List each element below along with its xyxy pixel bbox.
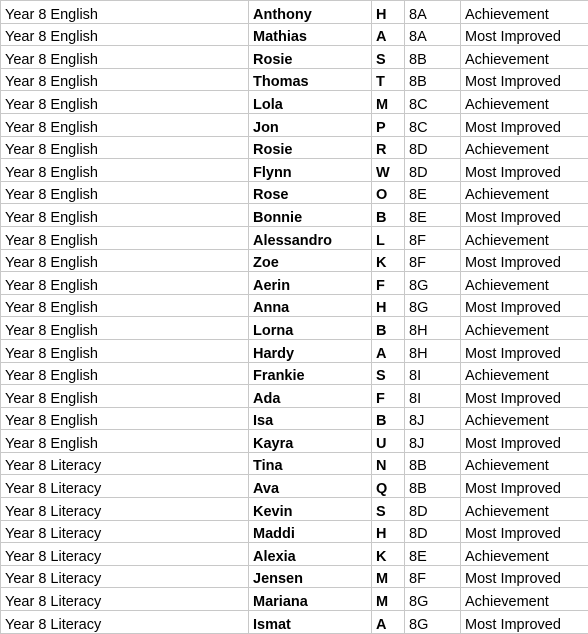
- initial-cell[interactable]: M: [372, 588, 405, 611]
- class-cell[interactable]: 8I: [405, 385, 461, 408]
- table-row: [1, 317, 588, 340]
- class-cell[interactable]: 8H: [405, 339, 461, 362]
- subject-cell[interactable]: Year 8 Literacy: [1, 543, 249, 566]
- subject-cell[interactable]: Year 8 Literacy: [1, 588, 249, 611]
- name-cell[interactable]: Thomas: [249, 68, 372, 91]
- subject-cell[interactable]: Year 8 English: [1, 159, 249, 182]
- class-cell[interactable]: 8B: [405, 475, 461, 498]
- award-cell[interactable]: Achievement: [461, 46, 588, 69]
- table-row: [1, 385, 588, 408]
- award-cell[interactable]: Most Improved: [461, 611, 588, 634]
- class-cell[interactable]: 8E: [405, 543, 461, 566]
- initial-cell[interactable]: F: [372, 385, 405, 408]
- table-row: [1, 272, 588, 295]
- table-row: [1, 588, 588, 611]
- award-cell[interactable]: Achievement: [461, 407, 588, 430]
- subject-cell[interactable]: Year 8 English: [1, 294, 249, 317]
- subject-cell[interactable]: Year 8 English: [1, 1, 249, 24]
- table-row: [1, 611, 588, 634]
- class-cell[interactable]: 8C: [405, 91, 461, 114]
- initial-cell[interactable]: A: [372, 339, 405, 362]
- award-cell[interactable]: Most Improved: [461, 204, 588, 227]
- award-cell[interactable]: Most Improved: [461, 68, 588, 91]
- name-cell[interactable]: Zoe: [249, 249, 372, 272]
- initial-cell[interactable]: S: [372, 46, 405, 69]
- name-cell[interactable]: Hardy: [249, 339, 372, 362]
- table-row: [1, 249, 588, 272]
- award-cell[interactable]: Achievement: [461, 91, 588, 114]
- class-cell[interactable]: 8E: [405, 181, 461, 204]
- name-cell[interactable]: Rosie: [249, 136, 372, 159]
- award-cell[interactable]: Most Improved: [461, 159, 588, 182]
- initial-cell[interactable]: W: [372, 159, 405, 182]
- award-cell[interactable]: Most Improved: [461, 385, 588, 408]
- class-cell[interactable]: 8D: [405, 498, 461, 521]
- award-cell[interactable]: Most Improved: [461, 475, 588, 498]
- initial-cell[interactable]: A: [372, 611, 405, 634]
- subject-cell[interactable]: Year 8 English: [1, 23, 249, 46]
- name-cell[interactable]: Lorna: [249, 317, 372, 340]
- table-row: [1, 339, 588, 362]
- name-cell[interactable]: Alessandro: [249, 226, 372, 249]
- award-cell[interactable]: Achievement: [461, 543, 588, 566]
- subject-cell[interactable]: Year 8 English: [1, 204, 249, 227]
- initial-cell[interactable]: S: [372, 498, 405, 521]
- class-cell[interactable]: 8G: [405, 588, 461, 611]
- name-cell[interactable]: Kevin: [249, 498, 372, 521]
- initial-cell[interactable]: L: [372, 226, 405, 249]
- table-row: [1, 430, 588, 453]
- name-cell[interactable]: Aerin: [249, 272, 372, 295]
- subject-cell[interactable]: Year 8 English: [1, 181, 249, 204]
- award-cell[interactable]: Achievement: [461, 136, 588, 159]
- initial-cell[interactable]: H: [372, 1, 405, 24]
- name-cell[interactable]: Frankie: [249, 362, 372, 385]
- award-cell[interactable]: Most Improved: [461, 339, 588, 362]
- subject-cell[interactable]: Year 8 Literacy: [1, 475, 249, 498]
- subject-cell[interactable]: Year 8 English: [1, 68, 249, 91]
- table-row: [1, 136, 588, 159]
- subject-cell[interactable]: Year 8 English: [1, 385, 249, 408]
- subject-cell[interactable]: Year 8 English: [1, 430, 249, 453]
- name-cell[interactable]: Alexia: [249, 543, 372, 566]
- class-cell[interactable]: 8B: [405, 452, 461, 475]
- table-row: [1, 204, 588, 227]
- table-row: [1, 362, 588, 385]
- subject-cell[interactable]: Year 8 English: [1, 317, 249, 340]
- table-row: [1, 294, 588, 317]
- initial-cell[interactable]: K: [372, 543, 405, 566]
- award-cell[interactable]: Achievement: [461, 588, 588, 611]
- class-cell[interactable]: 8D: [405, 520, 461, 543]
- table-body: [1, 1, 588, 634]
- name-cell[interactable]: Jensen: [249, 565, 372, 588]
- award-cell[interactable]: Achievement: [461, 362, 588, 385]
- subject-cell[interactable]: Year 8 English: [1, 249, 249, 272]
- subject-cell[interactable]: Year 8 English: [1, 46, 249, 69]
- subject-cell[interactable]: Year 8 English: [1, 407, 249, 430]
- name-cell[interactable]: Maddi: [249, 520, 372, 543]
- award-cell[interactable]: Achievement: [461, 181, 588, 204]
- name-cell[interactable]: Ava: [249, 475, 372, 498]
- table-row: [1, 520, 588, 543]
- table-row: [1, 23, 588, 46]
- name-cell[interactable]: Kayra: [249, 430, 372, 453]
- subject-cell[interactable]: Year 8 English: [1, 272, 249, 295]
- award-cell[interactable]: Achievement: [461, 317, 588, 340]
- award-cell[interactable]: Most Improved: [461, 23, 588, 46]
- table-row: [1, 46, 588, 69]
- table-row: [1, 159, 588, 182]
- table-row: [1, 113, 588, 136]
- initial-cell[interactable]: U: [372, 430, 405, 453]
- class-cell[interactable]: 8G: [405, 272, 461, 295]
- subject-cell[interactable]: Year 8 English: [1, 339, 249, 362]
- subject-cell[interactable]: Year 8 Literacy: [1, 498, 249, 521]
- name-cell[interactable]: Ada: [249, 385, 372, 408]
- subject-cell[interactable]: Year 8 English: [1, 226, 249, 249]
- subject-cell[interactable]: Year 8 Literacy: [1, 611, 249, 634]
- name-cell[interactable]: Anna: [249, 294, 372, 317]
- class-cell[interactable]: 8A: [405, 23, 461, 46]
- award-cell[interactable]: Achievement: [461, 272, 588, 295]
- table-row: [1, 68, 588, 91]
- initial-cell[interactable]: B: [372, 407, 405, 430]
- initial-cell[interactable]: M: [372, 91, 405, 114]
- class-cell[interactable]: 8D: [405, 136, 461, 159]
- class-cell[interactable]: 8E: [405, 204, 461, 227]
- name-cell[interactable]: Lola: [249, 91, 372, 114]
- award-cell[interactable]: Most Improved: [461, 565, 588, 588]
- initial-cell[interactable]: H: [372, 520, 405, 543]
- name-cell[interactable]: Flynn: [249, 159, 372, 182]
- table-row: [1, 543, 588, 566]
- subject-cell[interactable]: Year 8 Literacy: [1, 452, 249, 475]
- initial-cell[interactable]: P: [372, 113, 405, 136]
- initial-cell[interactable]: Q: [372, 475, 405, 498]
- award-cell[interactable]: Most Improved: [461, 113, 588, 136]
- class-cell[interactable]: 8D: [405, 159, 461, 182]
- name-cell[interactable]: Mathias: [249, 23, 372, 46]
- subject-cell[interactable]: Year 8 Literacy: [1, 520, 249, 543]
- initial-cell[interactable]: M: [372, 565, 405, 588]
- subject-cell[interactable]: Year 8 English: [1, 113, 249, 136]
- initial-cell[interactable]: T: [372, 68, 405, 91]
- name-cell[interactable]: Tina: [249, 452, 372, 475]
- initial-cell[interactable]: S: [372, 362, 405, 385]
- table-row: [1, 452, 588, 475]
- initial-cell[interactable]: F: [372, 272, 405, 295]
- table-row: [1, 91, 588, 114]
- award-cell[interactable]: Most Improved: [461, 430, 588, 453]
- name-cell[interactable]: Jon: [249, 113, 372, 136]
- award-cell[interactable]: Most Improved: [461, 520, 588, 543]
- name-cell[interactable]: Rose: [249, 181, 372, 204]
- class-cell[interactable]: 8F: [405, 226, 461, 249]
- initial-cell[interactable]: N: [372, 452, 405, 475]
- initial-cell[interactable]: B: [372, 317, 405, 340]
- subject-cell[interactable]: Year 8 English: [1, 362, 249, 385]
- name-cell[interactable]: Rosie: [249, 46, 372, 69]
- award-cell[interactable]: Most Improved: [461, 249, 588, 272]
- class-cell[interactable]: 8A: [405, 1, 461, 24]
- class-cell[interactable]: 8J: [405, 407, 461, 430]
- class-cell[interactable]: 8H: [405, 317, 461, 340]
- award-cell[interactable]: Achievement: [461, 452, 588, 475]
- initial-cell[interactable]: R: [372, 136, 405, 159]
- class-cell[interactable]: 8B: [405, 46, 461, 69]
- initial-cell[interactable]: B: [372, 204, 405, 227]
- award-cell[interactable]: Achievement: [461, 498, 588, 521]
- name-cell[interactable]: Bonnie: [249, 204, 372, 227]
- class-cell[interactable]: 8B: [405, 68, 461, 91]
- table-row: [1, 498, 588, 521]
- class-cell[interactable]: 8F: [405, 249, 461, 272]
- table-row: [1, 407, 588, 430]
- initial-cell[interactable]: A: [372, 23, 405, 46]
- name-cell[interactable]: Ismat: [249, 611, 372, 634]
- initial-cell[interactable]: O: [372, 181, 405, 204]
- name-cell[interactable]: Isa: [249, 407, 372, 430]
- class-cell[interactable]: 8F: [405, 565, 461, 588]
- table-row: [1, 1, 588, 24]
- subject-cell[interactable]: Year 8 English: [1, 136, 249, 159]
- subject-cell[interactable]: Year 8 English: [1, 91, 249, 114]
- class-cell[interactable]: 8I: [405, 362, 461, 385]
- class-cell[interactable]: 8G: [405, 294, 461, 317]
- award-cell[interactable]: Achievement: [461, 226, 588, 249]
- name-cell[interactable]: Anthony: [249, 1, 372, 24]
- subject-cell[interactable]: Year 8 Literacy: [1, 565, 249, 588]
- table-row: [1, 565, 588, 588]
- table-row: [1, 181, 588, 204]
- name-cell[interactable]: Mariana: [249, 588, 372, 611]
- initial-cell[interactable]: K: [372, 249, 405, 272]
- class-cell[interactable]: 8C: [405, 113, 461, 136]
- award-cell[interactable]: Achievement: [461, 1, 588, 24]
- award-cell[interactable]: Most Improved: [461, 294, 588, 317]
- class-cell[interactable]: 8J: [405, 430, 461, 453]
- table-row: [1, 226, 588, 249]
- table-row: [1, 475, 588, 498]
- class-cell[interactable]: 8G: [405, 611, 461, 634]
- initial-cell[interactable]: H: [372, 294, 405, 317]
